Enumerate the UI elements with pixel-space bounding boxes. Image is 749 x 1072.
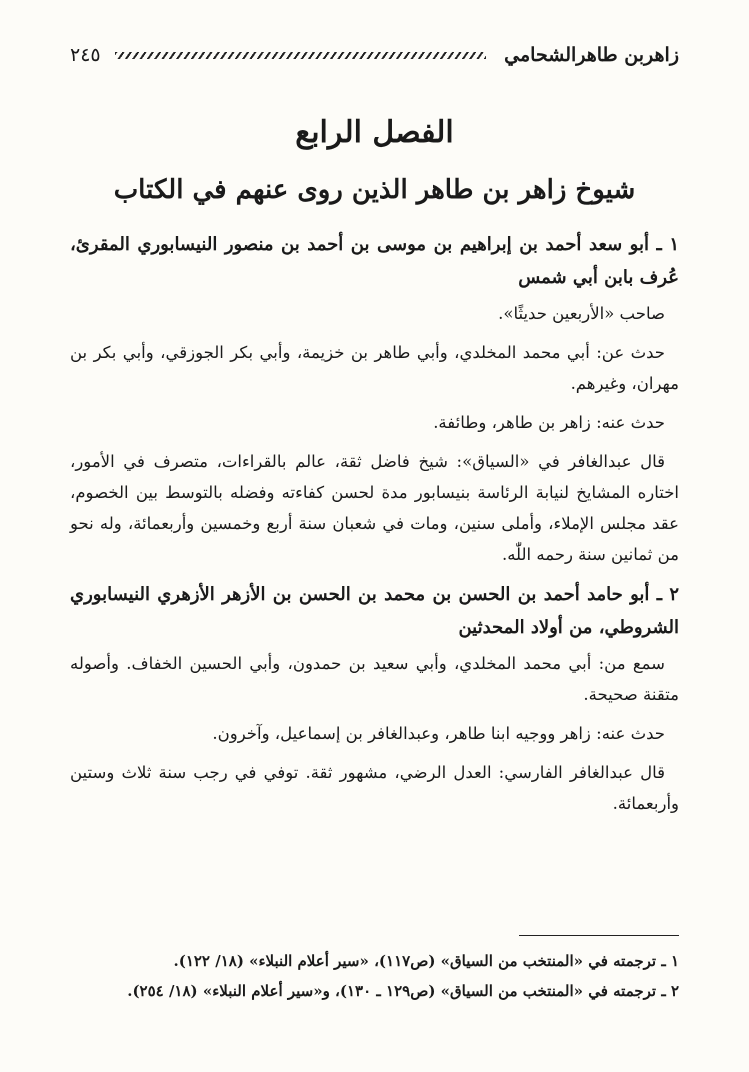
- running-title: زاهربن طاهرالشحامي: [504, 44, 679, 66]
- footnote: ٢ ـ ترجمته في «المنتخب من السياق» (ص١٢٩ ـ ١٣٠)، و«سير أعلام النبلاء» (١٨/ ٢٥٤).: [127, 982, 679, 1000]
- page-number: ٢٤٥: [70, 44, 101, 66]
- entry-paragraph: حدث عنه: زاهر بن طاهر، وطائفة.: [433, 413, 665, 432]
- header-decorative-rule: [115, 52, 487, 59]
- section-title: شيوخ زاهر بن طاهر الذين روى عنهم في الكتاب: [113, 175, 636, 205]
- entry-paragraph: حدث عن: أبي محمد المخلدي، وأبي طاهر بن خزيمة، وأبي بكر الجوزقي، وأبي بكر بن مهران، وغيرهم.: [70, 343, 679, 393]
- entry-paragraph: قال عبدالغافر في «السياق»: شيخ فاضل ثقة، عالم بالقراءات، متصرف في الأمور، اختاره المشايخ لنيابة الرئاسة بنيسابور مدة لحسن كفاءته وفضله بالتوسط بين الخصوم، عقد مجلس الإملاء، وأملى سنين، ومات في شعبان سنة أربع وخمسين وأربعمائة، وله نحو من ثمانين سنة رحمه اللّٰه.: [70, 452, 679, 564]
- entry-paragraph: سمع من: أبي محمد المخلدي، وأبي سعيد بن حمدون، وأبي الحسين الخفاف. وأصوله متقنة صحيحة.: [70, 654, 679, 704]
- page-body: [70, 228, 679, 827]
- entry-heading: ١ ـ أبو سعد أحمد بن إبراهيم بن موسى بن أحمد بن منصور النيسابوري المقرئ، عُرف بابن أبي شمس: [70, 234, 679, 288]
- entry-paragraph: قال عبدالغافر الفارسي: العدل الرضي، مشهور ثقة. توفي في رجب سنة ثلاث وستين وأربعمائة.: [70, 763, 679, 813]
- footnotes: [70, 946, 679, 1006]
- entry: [70, 578, 679, 819]
- page-header: [70, 38, 679, 72]
- entry-heading: ٢ ـ أبو حامد أحمد بن الحسن بن محمد بن الحسن بن الأزهر الأزهري النيسابوري الشروطي، من أولاد المحدثين: [70, 584, 679, 638]
- entry: [70, 228, 679, 570]
- footnote: ١ ـ ترجمته في «المنتخب من السياق» (ص١١٧)، «سير أعلام النبلاء» (١٨/ ١٢٢).: [173, 952, 679, 970]
- entry-paragraph: صاحب «الأربعين حديثًا».: [498, 304, 665, 323]
- chapter-title: الفصل الرابع: [295, 115, 454, 150]
- footnote-separator: [519, 935, 679, 936]
- entry-paragraph: حدث عنه: زاهر ووجيه ابنا طاهر، وعبدالغافر بن إسماعيل، وآخرون.: [212, 724, 665, 743]
